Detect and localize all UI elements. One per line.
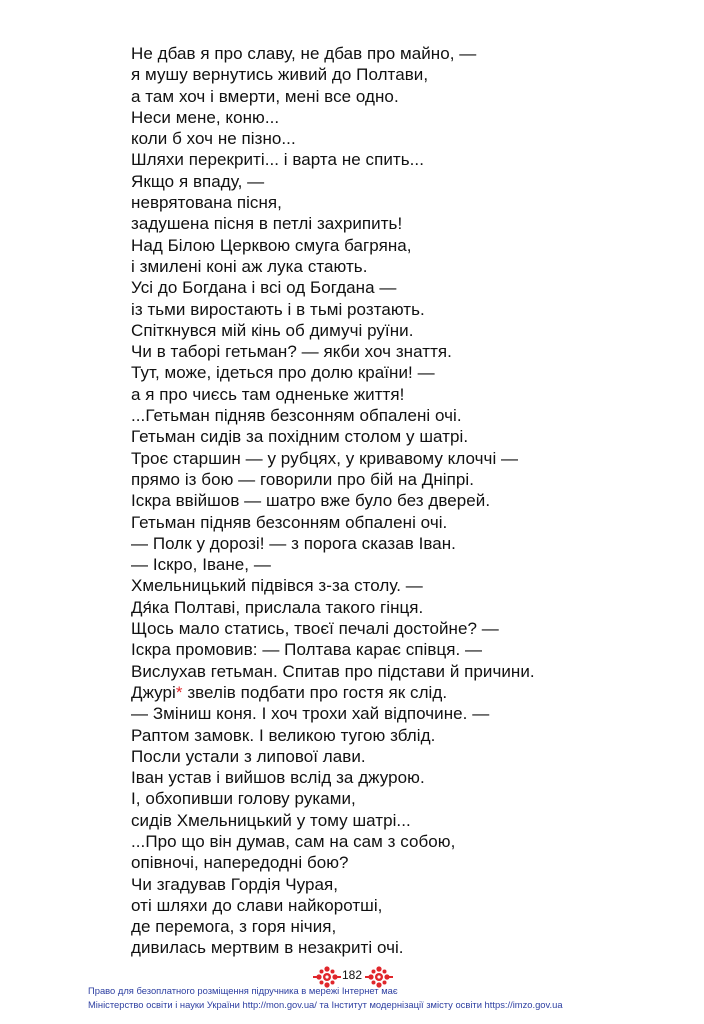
poem-line: Спіткнувся мій кінь об димучі руїни. <box>131 320 414 340</box>
poem-line: — Полк у дорозі! — з порога сказав Іван. <box>131 533 456 553</box>
poem-line: Іскра промовив: — Полтава карає співця. — <box>131 640 483 660</box>
poem-line: — Іскро, Іване, — <box>131 555 271 575</box>
poem-line: Посли устали з липової лави. <box>131 746 366 766</box>
poem-line: Гетьман підняв безсонням обпалені очі. <box>131 512 448 532</box>
poem-line: Дя́ка Полтаві, прислала такого гінця. <box>131 597 424 617</box>
poem-line: Не дбав я про славу, не дбав про майно, — <box>131 44 477 63</box>
poem-line: я мушу вернутись живий до Полтави, <box>131 65 429 85</box>
poem-line: ...Гетьман підняв безсонням обпалені очі. <box>131 406 462 426</box>
poem-line: Гетьман сидів за похідним столом у шатрі. <box>131 427 469 447</box>
poem-line: Шляхи перекриті... і варта не спить... <box>131 150 424 170</box>
poem-line: Над Білою Церквою смуга багряна, <box>131 235 412 255</box>
poem-line-end: звелів подбати про гостя як слід. <box>182 682 448 702</box>
poem-line: Якщо я впаду, — <box>131 171 265 191</box>
poem-line: сидів Хмельницький у тому шатрі... <box>131 810 411 830</box>
poem-line: І, обхопивши голову руками, <box>131 789 356 809</box>
poem-line: а там хоч і вмерти, мені все одно. <box>131 86 399 106</box>
poem-line: оті шляхи до слави найкоротші, <box>131 895 383 915</box>
poem-line: дивилась мертвим в незакриті очі. <box>131 938 404 958</box>
poem-line: коли б хоч не пізно... <box>131 129 296 149</box>
poem-line: Хмельницький підвівся з-за столу. — <box>131 576 423 596</box>
footer-line-ministry[interactable]: Міністерство освіти і науки України http://mon.gov.ua/ та Інститут модернізації змісту освіти https://imzo.gov.ua <box>88 999 563 1010</box>
poem-line-with-footnote <box>131 682 651 703</box>
poem-line: Щось мало статись, твоєї печалі достойне? — <box>131 619 499 639</box>
poem-line: прямо із бою — говорили про бій на Дніпрі. <box>131 469 474 489</box>
poem-line: опівночі, напередодні бою? <box>131 853 349 873</box>
poem-line: Тут, може, ідеться про долю країни! — <box>131 363 435 383</box>
footnote-mark[interactable]: * <box>175 682 183 702</box>
page-number: 182 <box>341 968 363 982</box>
poem-line: Троє старшин — у рубцях, у кривавому клоччі — <box>131 448 519 468</box>
poem-line-start: Джурі <box>131 682 176 702</box>
poem-line: а я про чиєсь там одненьке життя! <box>131 384 405 404</box>
poem-line: задушена пісня в петлі захрипить! <box>131 214 403 234</box>
poem-line: із тьми виростають і в тьмі розтають. <box>131 299 425 319</box>
poem-line: Вислухав гетьман. Спитав про підстави й причини. <box>131 661 535 681</box>
poem-line: Раптом замовк. І великою тугою зблід. <box>131 725 436 745</box>
poem-line: ...Про що він думав, сам на сам з собою, <box>131 831 456 851</box>
poem-line: Неси мене, коню... <box>131 107 280 127</box>
poem-line: Усі до Богдана і всі од Богдана — <box>131 278 397 298</box>
poem-line: і змилені коні аж лука стають. <box>131 256 368 276</box>
poem-text <box>131 43 651 959</box>
poem-line: Чи в таборі гетьман? — якби хоч знаття. <box>131 342 452 362</box>
poem-line: Іскра ввійшов — шатро вже було без дверей. <box>131 491 491 511</box>
poem-line: неврятована пісня, <box>131 193 282 213</box>
footer-line-rights: Право для безоплатного розміщення підручника в мережі Інтернет має <box>88 985 398 996</box>
poem-line: — Зміниш коня. І хоч трохи хай відпочине. — <box>131 704 490 724</box>
poem-line: Чи згадував Гордія Чурая, <box>131 874 339 894</box>
poem-line: Іван устав і вийшов вслід за джурою. <box>131 768 425 788</box>
copyright-footer <box>88 984 563 1012</box>
poem-line: де перемога, з горя нічия, <box>131 917 337 937</box>
